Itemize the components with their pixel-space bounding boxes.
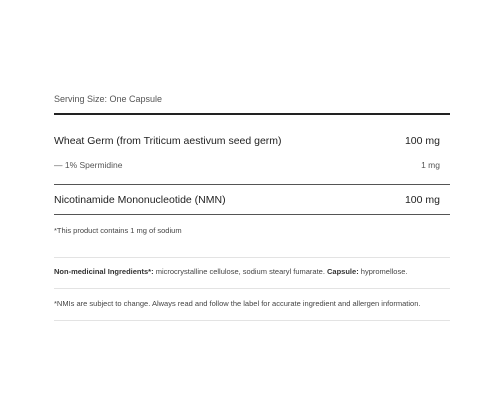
disclaimer: *NMIs are subject to change. Always read and follow the label for accurate ingredient and allergen information. — [54, 299, 421, 308]
row-divider — [54, 184, 450, 185]
section-divider — [54, 288, 450, 289]
ingredient-name: Nicotinamide Mononucleotide (NMN) — [54, 194, 226, 206]
capsule-text: hypromellose. — [358, 267, 408, 276]
non-medicinal-text: microcrystalline cellulose, sodium stearyl fumarate. — [153, 267, 328, 276]
ingredient-name: Wheat Germ (from Triticum aestivum seed germ) — [54, 135, 282, 147]
section-divider — [54, 320, 450, 321]
non-medicinal-ingredients — [54, 267, 407, 276]
row-divider — [54, 214, 450, 215]
ingredient-amount: 1 mg — [421, 160, 440, 170]
ingredient-amount: 100 mg — [404, 194, 440, 206]
header-divider — [54, 113, 450, 115]
non-medicinal-label: Non-medicinal Ingredients*: — [54, 267, 154, 276]
sodium-note: *This product contains 1 mg of sodium — [54, 226, 182, 235]
capsule-label: Capsule: — [327, 267, 359, 276]
ingredient-name: — 1% Spermidine — [54, 160, 123, 170]
ingredient-amount: 100 mg — [404, 135, 440, 147]
serving-size: Serving Size: One Capsule — [54, 94, 163, 104]
section-divider — [54, 257, 450, 258]
